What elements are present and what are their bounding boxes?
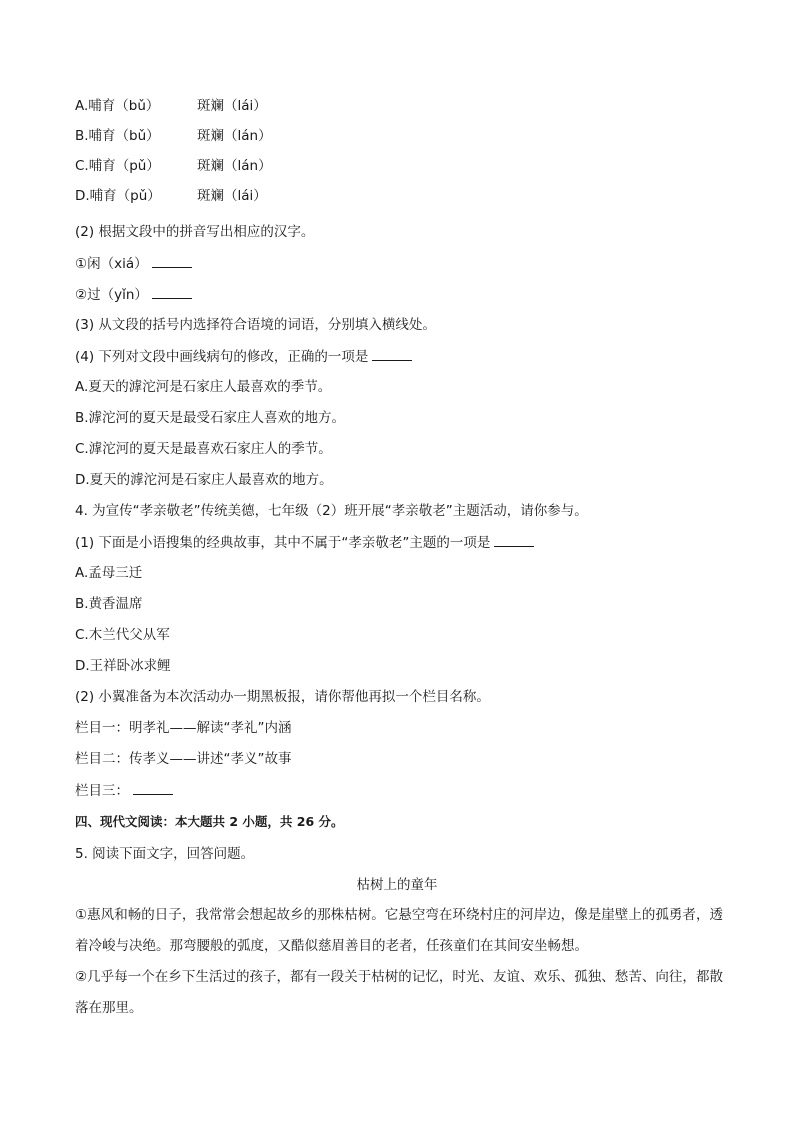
q5-stem: 5. 阅读下面文字，回答问题。 [75,846,255,862]
q4-2-column-3: 栏目三： [75,781,173,800]
q3-1-option-d: D.哺育（pǔ） 斑斓（lái） [75,188,267,204]
q3-4-option-a: A.夏天的滹沱河是石家庄人最喜欢的季节。 [75,379,332,395]
answer-blank[interactable] [372,347,412,361]
q3-1-option-a: A.哺育（bǔ） 斑斓（lái） [75,98,267,114]
answer-blank[interactable] [494,533,534,547]
q4-1-prompt: (1) 下面是小语搜集的经典故事，其中不属于“孝亲敬老”主题的一项是 [75,533,534,552]
q4-stem: 4. 为宣传“孝亲敬老”传统美德，七年级（2）班开展“孝亲敬老”主题活动，请你参与。 [75,503,588,519]
passage-paragraph-2: ②几乎每一个在乡下生活过的孩子，都有一段关于枯树的记忆，时光、友谊、欢乐、孤独、愁苦、向往，都散落在那里。 [75,969,723,1016]
answer-blank[interactable] [152,254,192,268]
q4-2-column-2: 栏目二：传孝义——讲述“孝义”故事 [75,751,292,767]
q4-2-prompt: (2) 小翼准备为本次活动办一期黑板报，请你帮他再拟一个栏目名称。 [75,689,490,705]
q4-2-column-1: 栏目一：明孝礼——解读“孝礼”内涵 [75,720,292,736]
passage-paragraph-1: ①惠风和畅的日子，我常常会想起故乡的那株枯树。它悬空弯在环绕村庄的河岸边，像是崖壁上的孤勇者，透着冷峻与决绝。那弯腰般的弧度，又酷似慈眉善目的老者，任孩童们在其间安坐畅想。 [75,907,723,954]
q3-4-option-c: C.滹沱河的夏天是最喜欢石家庄人的季节。 [75,441,332,457]
q3-4-prompt: (4) 下列对文段中画线病句的修改，正确的一项是 [75,347,412,366]
q3-2-item-2: ②过（yǐn） [75,285,192,304]
q3-2-item-1: ①闲（xiá） [75,254,192,273]
answer-blank[interactable] [152,285,192,299]
q3-4-option-b: B.滹沱河的夏天是最受石家庄人喜欢的地方。 [75,410,346,426]
q4-1-option-d: D.王祥卧冰求鲤 [75,658,171,674]
q3-1-option-c: C.哺育（pǔ） 斑斓（lán） [75,158,272,174]
q3-1-option-b: B.哺育（bǔ） 斑斓（lán） [75,128,272,144]
q4-1-option-c: C.木兰代父从军 [75,627,170,643]
q3-4-option-d: D.夏天的滹沱河是石家庄人最喜欢的地方。 [75,472,333,488]
q3-2-prompt: (2) 根据文段中的拼音写出相应的汉字。 [75,224,315,240]
q4-1-option-a: A.孟母三迁 [75,565,143,581]
section-4-heading: 四、现代文阅读：本大题共 2 小题，共 26 分。 [75,814,344,829]
passage-title: 枯树上的童年 [356,877,438,893]
q4-1-option-b: B.黄香温席 [75,596,143,612]
answer-blank[interactable] [133,781,173,795]
q3-3-prompt: (3) 从文段的括号内选择符合语境的词语，分别填入横线处。 [75,317,436,333]
